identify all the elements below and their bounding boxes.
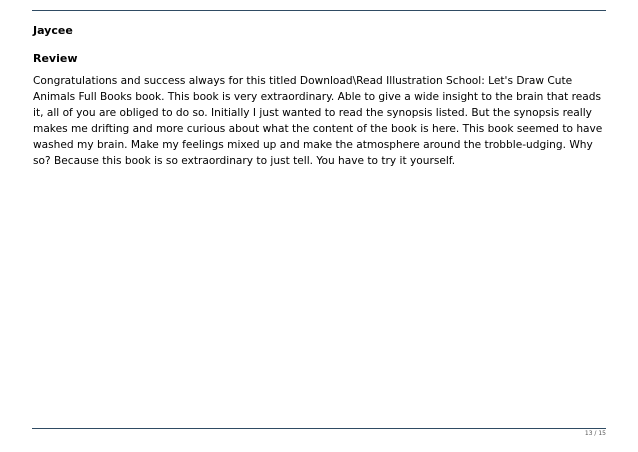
footer-divider (32, 428, 606, 429)
section-heading: Review (33, 52, 78, 65)
review-paragraph: Congratulations and success always for this titled Download\Read Illustration School: Let's Draw Cute Animals Full Books book. This book is very extraordinary. Able to give a wide insight to the brain that reads it, all of you are obliged to do so. Initially I just wanted to read the synopsis listed. But the synopsis really makes me drifting and more curious about what the content of the book is here. This book seemed to have washed my brain. Make my feelings mixed up and make the atmosphere around the trobble-udging. Why so? Because this book is so extraordinary to just tell. You have to try it yourself. (33, 75, 603, 167)
page-number: 13 / 15 (584, 430, 606, 437)
header-divider (32, 10, 606, 11)
author-name: Jaycee (33, 24, 73, 37)
